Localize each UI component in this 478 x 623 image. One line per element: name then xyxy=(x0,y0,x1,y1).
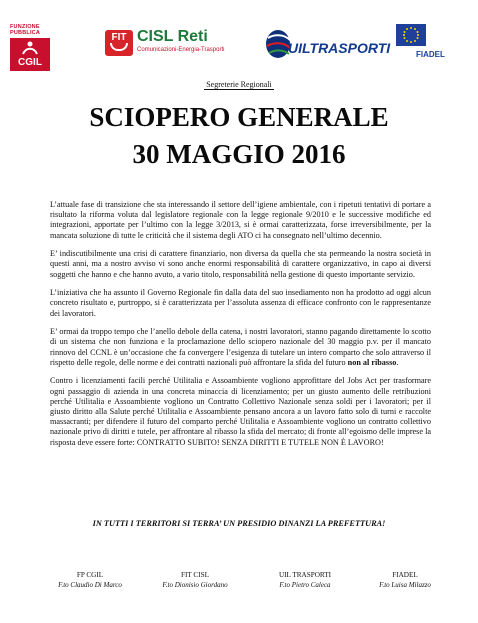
body-text xyxy=(50,200,431,456)
cgil-red-box xyxy=(10,38,50,71)
paragraph-4-main: E’ ormai da troppo tempo che l’anello debole della catena, i nostri lavoratori, stanno pagando direttamente lo scotto di un sistema che non funziona e la proclamazione dello sciopero nazionale del 30 maggio p.v. per il mancato rinnovo del CCNL è un’occasione che fa convergere l’esigenza di tutelare un intero comparto che solo attraverso il rispetto delle regole, delle norme e dei contratti nazionali può affrontare la sfida del futuro xyxy=(50,327,431,367)
fp-cgil-top-text: FUNZIONE PUBBLICA xyxy=(10,24,41,36)
cgil-figure-icon xyxy=(20,41,40,55)
eu-flag-icon xyxy=(396,24,426,46)
cisl-reti-name: CISL Reti xyxy=(137,28,208,45)
signature-fit-cisl xyxy=(135,571,255,590)
paragraph-4 xyxy=(50,327,431,368)
fit-badge xyxy=(105,30,133,56)
signature-fp-cgil xyxy=(30,571,150,590)
signature-org: FP CGIL xyxy=(76,571,104,579)
signature-org: FIT CISL xyxy=(180,571,210,579)
logo-strip xyxy=(0,0,478,78)
paragraph-1: L’attuale fase di transizione che sta interessando il settore dell’igiene ambientale, con i ripetuti tentativi di portare a risultato la riforma voluta dal legislatore regionale con la legge regionale 9/2010 e le successive modifiche ed integrazioni, apportate per l’ultimo con la legge 3/2013, si è ormai caratterizzata, forse irreversibilmente, per la mancata soluzione di tutte le criticità che il sistema degli ATO ci ha consegnato nell’ultimo decennio. xyxy=(50,200,431,240)
uiltrasporti-word: UILTRASPORTI xyxy=(288,40,391,56)
presidio-callout: IN TUTTI I TERRITORI SI TERRA’ UN PRESIDIO DINANZI LA PREFETTURA! xyxy=(92,519,386,528)
segreterie-text: Segreterie Regionali xyxy=(206,80,272,89)
uiltrasporti-logo xyxy=(262,26,391,70)
signature-fiadel xyxy=(345,571,465,590)
fiadel-word: FIADEL xyxy=(416,50,445,59)
cisl-subtitle: Comunicazioni-Energia-Trasporti xyxy=(137,47,225,53)
paragraph-5: Contro i licenziamenti facili perché Utilitalia e Assoambiente vogliono approfittare del Jobs Act per trasformare ogni passaggio di azienda in una concreta minaccia di licenziamento; per un giusto aumento delle retribuzioni perché Utilitalia e Assoambiente vogliono un Contratto Collettivo Nazionale senza soldi per i lavoratori; per il giusto diritto alla Salute perché Utilitalia e Assoambiente pensano ancora a un lavoro fatto solo di turni e raccolte massacranti; per difendere il futuro del comparto perché Utilitalia e Assoambiente vogliono un contratto collettivo nazionale privo di diritti e tutele, per affrontare al ribasso la sfida del mercato; di fronte all’egoismo delle imprese la risposta deve essere forte: CONTRATTO SUBITO! SENZA DIRITTI E TUTELE NON È LAVORO! xyxy=(50,376,431,447)
title-line-1: SCIOPERO GENERALE xyxy=(89,102,389,132)
title-line-2: 30 MAGGIO 2016 xyxy=(132,139,346,169)
signature-signer: F.to Dionisio Giordano xyxy=(162,581,228,589)
paragraph-3: L’iniziativa che ha assunto il Governo Regionale fin dalla data del suo insediamento non ha prodotto ad oggi alcun concreto risultato e, purtroppo, si è caratterizzata per l’assoluta assenza di efficace confronto con le rappresentanze dei lavoratori. xyxy=(50,288,431,318)
signature-org: UIL TRASPORTI xyxy=(278,571,332,579)
fit-badge-text: FIT xyxy=(111,32,127,43)
paragraph-2: E’ indiscutibilmente una crisi di carattere finanziario, non diversa da quella che sta permeando la nostra società in questi anni, ma a nostro avviso vi sono anche enormi responsabilità di carattere organizzativo, in capo ai diversi soggetti che hanno e che hanno avuto, a vario titolo, responsabilità nella gestione di questo importante servizio. xyxy=(50,249,431,279)
signatures-row xyxy=(0,571,478,601)
cgil-word: CGIL xyxy=(18,57,42,68)
fp-cgil-logo xyxy=(10,24,54,72)
signature-signer: F.to Luisa Milazzo xyxy=(379,581,431,589)
signature-signer: F.to Pietro Caleca xyxy=(279,581,331,589)
fit-cisl-logo xyxy=(105,30,235,60)
fit-wave-icon xyxy=(110,43,128,51)
fiadel-logo xyxy=(396,24,464,64)
segreterie-label xyxy=(0,80,478,89)
paragraph-4-bold: non al ribasso xyxy=(347,357,397,367)
paragraph-4-end: . xyxy=(396,357,399,367)
signature-signer: F.to Claudio Di Marco xyxy=(58,581,122,589)
signature-org: FIADEL xyxy=(392,571,418,579)
